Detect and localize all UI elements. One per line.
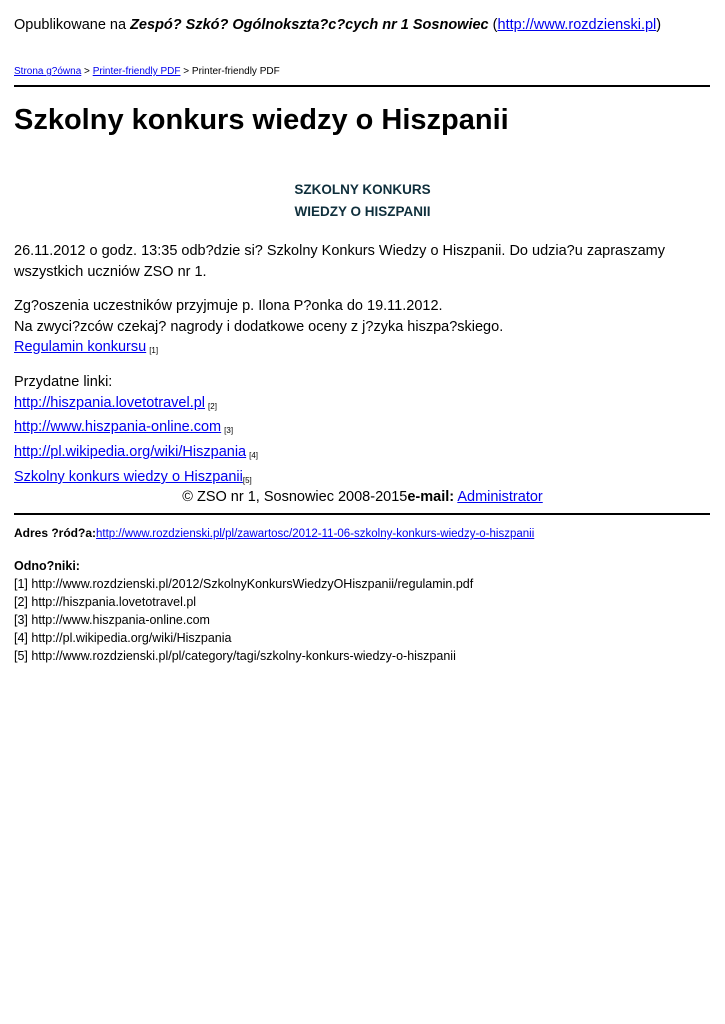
top-divider xyxy=(14,85,710,87)
bottom-divider xyxy=(14,513,710,515)
open-paren: ( xyxy=(492,17,498,33)
references-label: Odno?niki: xyxy=(14,559,80,573)
breadcrumb-home-link[interactable]: Strona g?ówna xyxy=(14,66,82,77)
ref-marker: [1] xyxy=(149,346,159,355)
published-prefix: Opublikowane na xyxy=(14,17,131,33)
reference-item: [2] http://hiszpania.lovetotravel.pl xyxy=(14,595,197,609)
useful-link-row xyxy=(14,442,258,467)
useful-link[interactable]: http://www.hiszpania-online.com xyxy=(14,419,222,435)
breadcrumb xyxy=(14,66,280,77)
tag-row xyxy=(14,467,252,492)
ref-marker: [4] xyxy=(249,450,259,460)
published-on-line xyxy=(14,17,661,33)
source-address-label: Adres ?ród?a: xyxy=(14,526,97,540)
breadcrumb-pdf-link[interactable]: Printer-friendly PDF xyxy=(92,66,181,77)
page-title: Szkolny konkurs wiedzy o Hiszpanii xyxy=(14,104,509,136)
breadcrumb-separator: > xyxy=(81,66,93,77)
breadcrumb-current: Printer-friendly PDF xyxy=(191,66,280,77)
ref-marker: [3] xyxy=(224,426,234,435)
useful-link[interactable]: http://hiszpania.lovetotravel.pl xyxy=(14,394,206,411)
paragraph-line: 26.11.2012 o godz. 13:35 odb?dzie si? Szkolny Konkurs Wiedzy o Hiszpanii. Do udzia?u zapraszamy xyxy=(14,243,665,259)
paragraph-line: Zg?oszenia uczestników przyjmuje p. Ilona P?onka do 19.11.2012. xyxy=(14,298,443,314)
tag-link[interactable]: Szkolny konkurs wiedzy o Hiszpanii xyxy=(14,469,243,485)
useful-link-row xyxy=(14,417,258,442)
ref-marker: [5] xyxy=(242,476,252,485)
site-url-link[interactable]: http://www.rozdzienski.pl xyxy=(497,17,657,33)
reference-item: [3] http://www.hiszpania-online.com xyxy=(14,613,210,627)
regulamin-link[interactable]: Regulamin konkursu xyxy=(14,339,147,355)
useful-link[interactable]: http://pl.wikipedia.org/wiki/Hiszpania xyxy=(14,443,247,460)
reference-item: [5] http://www.rozdzienski.pl/pl/category/tagi/szkolny-konkurs-wiedzy-o-hiszpanii xyxy=(14,649,456,663)
useful-link-row xyxy=(14,393,258,418)
close-paren: ) xyxy=(656,17,662,33)
useful-links-block xyxy=(14,372,258,466)
copyright-text: © ZSO nr 1, Sosnowiec 2008-2015 xyxy=(182,489,408,505)
source-address-link[interactable]: http://www.rozdzienski.pl/pl/zawartosc/2012-11-06-szkolny-konkurs-wiedzy-o-hiszpanii xyxy=(96,528,535,540)
paragraph-line: wszystkich uczniów ZSO nr 1. xyxy=(14,263,207,280)
paragraph-intro xyxy=(14,241,665,282)
administrator-link[interactable]: Administrator xyxy=(457,489,543,505)
paragraph-registration xyxy=(14,296,503,362)
useful-links-label: Przydatne linki: xyxy=(14,374,113,390)
article-heading-line-2: WIEDZY O HISZPANII xyxy=(294,204,431,219)
site-name: Zespó? Szkó? Ogólnoksztа?c?cych nr 1 Sosnowiec xyxy=(130,17,489,33)
article-heading-line-1: SZKOLNY KONKURS xyxy=(294,182,431,197)
ref-marker: [2] xyxy=(208,401,217,411)
paragraph-line: Na zwyci?zców czekaj? nagrody i dodatkowe oceny z j?zyka hiszpa?skiego. xyxy=(14,318,504,335)
breadcrumb-separator: > xyxy=(180,66,192,77)
source-address-row xyxy=(14,526,534,540)
reference-item: [4] http://pl.wikipedia.org/wiki/Hiszpania xyxy=(14,631,232,645)
reference-item: [1] http://www.rozdzienski.pl/2012/SzkolnyKonkursWiedzyOHiszpanii/regulamin.pdf xyxy=(14,577,474,591)
email-label: e-mail: xyxy=(407,489,455,505)
footer-copyright-row xyxy=(0,489,725,505)
references-list xyxy=(14,557,473,665)
regulamin-row xyxy=(14,337,503,362)
